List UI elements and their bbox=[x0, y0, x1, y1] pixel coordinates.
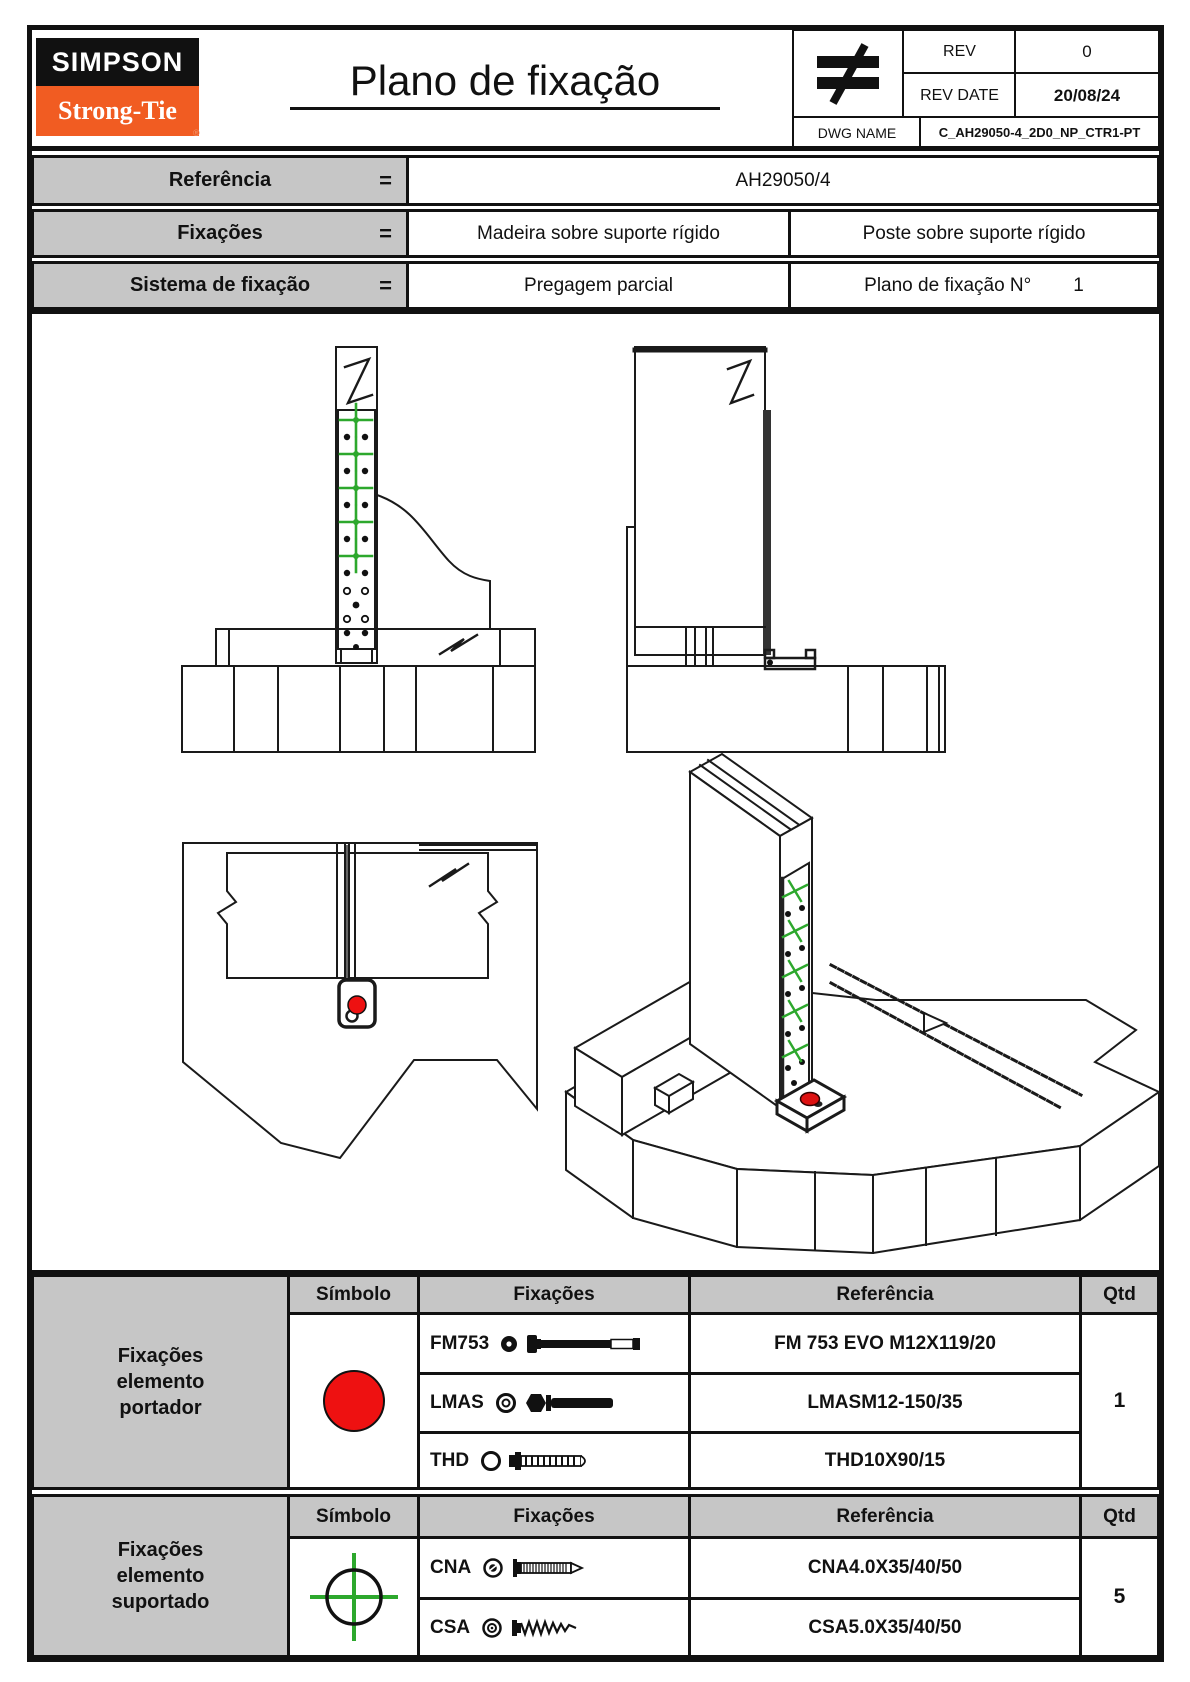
dwg-name-label: DWG NAME bbox=[817, 124, 897, 141]
fixings1-qty-cell: 1 bbox=[1079, 1312, 1160, 1490]
dwg-name-label-cell bbox=[792, 116, 922, 149]
logo-simpson-box bbox=[36, 38, 199, 86]
fixings2-group-cell bbox=[31, 1494, 290, 1658]
equals-sign: = bbox=[379, 272, 392, 298]
fixings2-row2-reference: CSA5.0X35/40/50 bbox=[688, 1597, 1082, 1658]
rev-value: 0 bbox=[1082, 42, 1092, 61]
equals-sign: = bbox=[379, 167, 392, 193]
fixings-type-right: Poste sobre suporte rígido bbox=[862, 222, 1086, 244]
ref-row3-label: Sistema de fixação bbox=[129, 274, 311, 296]
plan-number-label: Plano de fixação N° bbox=[864, 274, 1032, 296]
fixings1-row3-fixing: THD bbox=[417, 1431, 691, 1490]
dwg-name-value-cell bbox=[919, 116, 1160, 149]
ref-row1-label-cell bbox=[31, 155, 409, 206]
fixings1-group-cell bbox=[31, 1274, 290, 1490]
fixings2-col-fixings: Fixações bbox=[417, 1494, 691, 1539]
ref-row1-value-cell bbox=[406, 155, 1160, 206]
fixings2-qty-cell: 5 bbox=[1079, 1536, 1160, 1658]
fixings1-row1-reference: FM 753 EVO M12X119/20 bbox=[688, 1312, 1082, 1375]
rev-date-value: 20/08/24 bbox=[1053, 85, 1121, 105]
front-view bbox=[182, 347, 535, 752]
red-circle-symbol bbox=[323, 1370, 385, 1432]
fixing-system-value: Pregagem parcial bbox=[524, 274, 673, 296]
ref-row2-label: Fixações bbox=[177, 222, 263, 244]
ref-row3-value-right-cell bbox=[788, 261, 1160, 310]
fixings1-row3-reference: THD10X90/15 bbox=[688, 1431, 1082, 1490]
plan-number-value: 1 bbox=[1073, 274, 1084, 296]
side-view bbox=[627, 347, 945, 752]
rev-date-value-cell bbox=[1014, 72, 1160, 119]
logo-registered-mark: ® bbox=[193, 128, 200, 138]
reference-value: AH29050/4 bbox=[735, 169, 831, 191]
isometric-view bbox=[566, 754, 1159, 1253]
fixings1-col-reference: Referência bbox=[688, 1274, 1082, 1315]
logo-strongtie-text: Strong-Tie bbox=[58, 96, 177, 125]
fixings-type-left: Madeira sobre suporte rígido bbox=[477, 222, 720, 244]
nail-markers-front bbox=[340, 404, 372, 572]
rev-value-cell bbox=[1014, 29, 1160, 75]
fixings1-row2-reference: LMASM12-150/35 bbox=[688, 1372, 1082, 1434]
ref-row2-value-left-cell bbox=[406, 209, 791, 258]
fixings1-group-label: Fixações elemento portador bbox=[116, 1345, 205, 1419]
ref-row1-label: Referência bbox=[168, 169, 272, 191]
fixings2-col-reference: Referência bbox=[688, 1494, 1082, 1539]
fixings2-group-label: Fixações elemento suportado bbox=[111, 1539, 210, 1613]
fixings2-row1-fixing: CNA bbox=[417, 1536, 691, 1600]
fixings1-col-qty: Qtd bbox=[1079, 1274, 1160, 1315]
fixings2-symbol-cell bbox=[287, 1536, 420, 1658]
fixings1-row1-fixing: FM753 bbox=[417, 1312, 691, 1375]
fixings2-row1-reference: CNA4.0X35/40/50 bbox=[688, 1536, 1082, 1600]
anchor-marker-iso bbox=[801, 1093, 820, 1106]
fm753-bolt-icon bbox=[499, 1327, 649, 1361]
rev-date-label: REV DATE bbox=[920, 86, 999, 104]
logo-strongtie-box bbox=[36, 86, 199, 136]
logo-simpson-text: SIMPSON bbox=[51, 46, 184, 77]
fixings1-col-symbol: Símbolo bbox=[287, 1274, 420, 1315]
fixings1-col-fixings: Fixações bbox=[417, 1274, 691, 1315]
fixings2-row2-fixing: CSA bbox=[417, 1597, 691, 1658]
ref-row3-label-cell bbox=[31, 261, 409, 310]
stamp-cell bbox=[792, 29, 905, 119]
technical-drawing bbox=[31, 313, 1160, 1270]
rev-date-label-cell bbox=[902, 72, 1017, 119]
not-equal-icon bbox=[807, 43, 891, 105]
fixings1-symbol-cell bbox=[287, 1312, 420, 1490]
lmas-anchor-icon bbox=[494, 1386, 644, 1420]
header-divider bbox=[27, 146, 1164, 151]
ref-row2-value-right-cell bbox=[788, 209, 1160, 258]
rev-label-cell bbox=[902, 29, 1017, 75]
csa-screw-icon bbox=[480, 1611, 630, 1645]
ref-row3-value-left-cell bbox=[406, 261, 791, 310]
green-crosshair-symbol bbox=[306, 1549, 402, 1645]
ref-row2-label-cell bbox=[31, 209, 409, 258]
equals-sign: = bbox=[379, 220, 392, 246]
fixings1-row2-fixing: LMAS bbox=[417, 1372, 691, 1434]
fixings2-col-qty: Qtd bbox=[1079, 1494, 1160, 1539]
fixings2-col-symbol: Símbolo bbox=[287, 1494, 420, 1539]
dwg-name-value: C_AH29050-4_2D0_NP_CTR1-PT bbox=[938, 125, 1141, 140]
anchor-marker-plan bbox=[348, 996, 366, 1014]
thd-screw-icon bbox=[479, 1444, 629, 1478]
page-title: Plano de fixação bbox=[290, 52, 720, 110]
cna-nail-icon bbox=[481, 1551, 631, 1585]
rev-label: REV bbox=[943, 43, 976, 60]
plan-view bbox=[183, 843, 537, 1158]
